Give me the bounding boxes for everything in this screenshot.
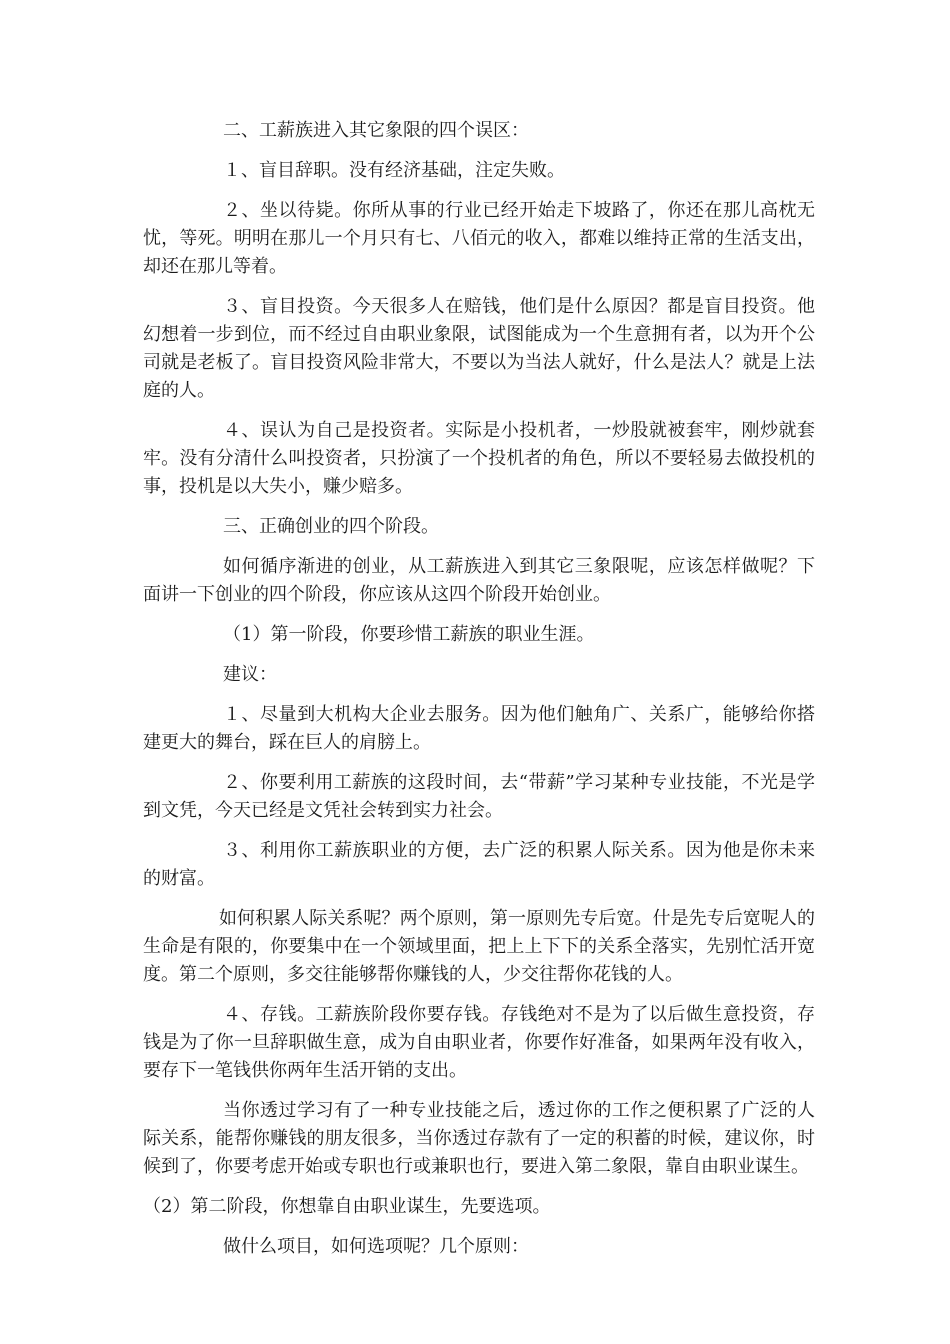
paragraph: １、尽量到大机构大企业去服务。因为他们触角广、关系广，能够给你搭建更大的舞台，踩在巨人的肩膀上。 xyxy=(143,704,815,753)
paragraph: 如何循序渐进的创业，从工薪族进入到其它三象限呢，应该怎样做呢？下面讲一下创业的四个阶段，你应该从这四个阶段开始创业。 xyxy=(143,556,815,605)
paragraph: ４、存钱。工薪族阶段你要存钱。存钱绝对不是为了以后做生意投资，存钱是为了你一旦辞职做生意，成为自由职业者，你要作好准备，如果两年没有收入，要存下一笔钱供你两年生活开销的支出。 xyxy=(143,1004,815,1081)
paragraph: ３、利用你工薪族职业的方便，去广泛的积累人际关系。因为他是你未来的财富。 xyxy=(143,840,815,889)
subsection-heading: （2）第二阶段，你想靠自由职业谋生，先要选项。 xyxy=(143,1196,551,1217)
document-body xyxy=(143,117,815,1273)
paragraph: １、盲目辞职。没有经济基础，注定失败。 xyxy=(223,160,565,181)
section-heading: 三、正确创业的四个阶段。 xyxy=(223,516,439,537)
paragraph: ３、盲目投资。今天很多人在赔钱，他们是什么原因？都是盲目投资。他幻想着一步到位，而不经过自由职业象限，试图能成为一个生意拥有者，以为开个公司就是老板了。盲目投资风险非常大，不要以为当法人就好，什么是法人？就是上法庭的人。 xyxy=(143,296,815,401)
paragraph: 当你透过学习有了一种专业技能之后，透过你的工作之便积累了广泛的人际关系，能帮你赚钱的朋友很多，当你透过存款有了一定的积蓄的时候，建议你，时候到了，你要考虑开始或专职也行或兼职也行，要进入第二象限，靠自由职业谋生。 xyxy=(143,1100,815,1177)
paragraph: ４、误认为自己是投资者。实际是小投机者，一炒股就被套牢，刚炒就套牢。没有分清什么叫投资者，只扮演了一个投机者的角色，所以不要轻易去做投机的事，投机是以大失小，赚少赔多。 xyxy=(143,420,815,497)
paragraph: 做什么项目，如何选项呢？几个原则： xyxy=(223,1236,529,1257)
subsection-heading: （1）第一阶段，你要珍惜工薪族的职业生涯。 xyxy=(223,624,595,645)
paragraph: 建议： xyxy=(223,664,277,685)
paragraph: ２、你要利用工薪族的这段时间，去“带薪”学习某种专业技能，不光是学到文凭，今天已经是文凭社会转到实力社会。 xyxy=(143,772,815,821)
section-heading: 二、工薪族进入其它象限的四个误区： xyxy=(223,120,529,141)
paragraph: 如何积累人际关系呢？两个原则，第一原则先专后宽。什是先专后宽呢人的生命是有限的，你要集中在一个领域里面，把上上下下的关系全落实，先别忙活开宽度。第二个原则，多交往能够帮你赚钱的人，少交往帮你花钱的人。 xyxy=(143,908,815,985)
paragraph: ２、坐以待毙。你所从事的行业已经开始走下坡路了，你还在那儿高枕无忧，等死。明明在那儿一个月只有七、八佰元的收入，都难以维持正常的生活支出，却还在那儿等着。 xyxy=(143,200,815,277)
